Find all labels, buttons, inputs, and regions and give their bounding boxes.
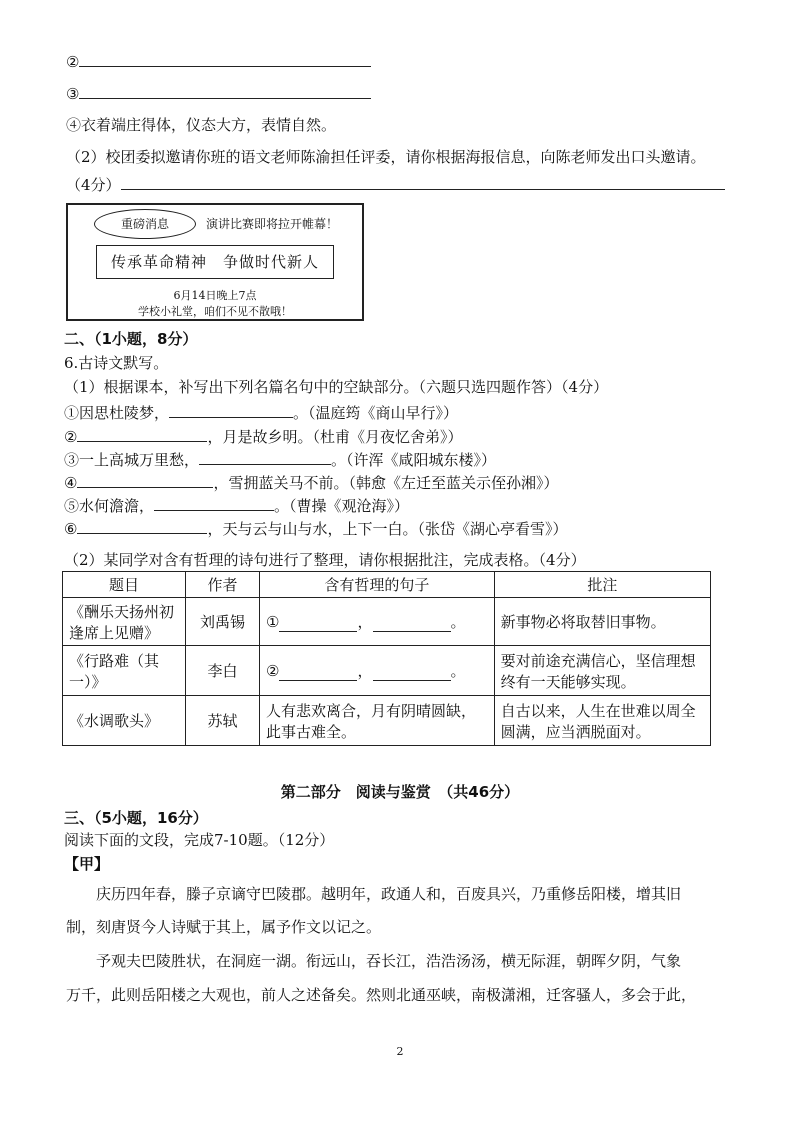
q6-sub1-prompt: （1）根据课本，补写出下列名篇名句中的空缺部分。（六题只选四题作答）（4分）	[64, 378, 609, 396]
recitation-item: ①因思杜陵梦， 。（温庭筠《商山早行》）	[64, 404, 459, 422]
answer-blank[interactable]	[77, 519, 207, 534]
row-author: 刘禹锡	[185, 598, 259, 646]
recitation-item: ⑥ ，天与云与山与水，上下一白。（张岱《湖心亭看雪》）	[64, 520, 568, 538]
answer-blank[interactable]	[279, 662, 357, 681]
row-note: 要对前途充满信心，坚信理想终有一天能够实现。	[494, 646, 710, 696]
passage-line: 予观夫巴陵胜状，在洞庭一湖。衔远山，吞长江，浩浩汤汤，横无际涯，朝晖夕阴，气象	[96, 952, 682, 970]
row-title: 《行路难（其一）》	[63, 646, 186, 696]
reading-instruction: 阅读下面的文段，完成7-10题。（12分）	[64, 831, 335, 849]
answer-blank[interactable]	[154, 496, 274, 511]
row-sentence: ② ， 。	[260, 646, 495, 696]
table-row	[63, 646, 711, 696]
table-row	[63, 696, 711, 746]
answer-blank[interactable]	[199, 450, 331, 465]
row-sentence: ① ， 。	[260, 598, 495, 646]
answer-blank[interactable]	[79, 52, 371, 67]
q5-item-3: ③	[66, 84, 371, 103]
section-2-heading: 二、（1小题，8分）	[64, 330, 198, 348]
row-note: 自古以来，人生在世难以周全圆满，应当洒脱面对。	[494, 696, 710, 746]
answer-blank[interactable]	[279, 613, 357, 632]
passage-line: 制，刻唐贤今人诗赋于其上，属予作文以记之。	[66, 918, 382, 936]
recitation-item: ② ，月是故乡明。（杜甫《月夜忆舍弟》）	[64, 428, 463, 446]
passage-line: 庆历四年春，滕子京谪守巴陵郡。越明年，政通人和，百废具兴，乃重修岳阳楼，增其旧	[96, 885, 682, 903]
answer-blank[interactable]	[169, 403, 293, 418]
q5-sub2-prompt: （2）校团委拟邀请你班的语文老师陈渝担任评委，请你根据海报信息，向陈老师发出口头邀请。	[66, 148, 706, 166]
q6-title: 6.古诗文默写。	[64, 354, 169, 372]
part-2-heading: 第二部分 阅读与鉴赏 （共46分）	[280, 783, 520, 801]
answer-blank[interactable]	[373, 613, 451, 632]
page-number: 2	[396, 1045, 404, 1058]
table-row	[63, 598, 711, 646]
row-author: 李白	[185, 646, 259, 696]
answer-blank[interactable]	[77, 473, 213, 488]
poster-time: 6月14日晚上7点	[173, 289, 257, 302]
col-header-sentence: 含有哲理的句子	[260, 572, 495, 598]
recitation-item: ⑤水何澹澹， 。（曹操《观沧海》）	[64, 497, 410, 515]
q5-item-2: ②	[66, 52, 371, 71]
q5-item-4: ④衣着端庄得体，仪态大方，表情自然。	[66, 116, 337, 134]
answer-blank[interactable]	[77, 427, 207, 442]
passage-line: 万千，此则岳阳楼之大观也，前人之述备矣。然则北通巫峡，南极潇湘，迁客骚人，多会于此，	[66, 986, 697, 1004]
passage-label: 【甲】	[64, 855, 110, 873]
col-header-title: 题目	[63, 572, 186, 598]
recitation-item: ③一上高城万里愁， 。（许浑《咸阳城东楼》）	[64, 451, 497, 469]
q6-sub2-prompt: （2）某同学对含有哲理的诗句进行了整理，请你根据批注，完成表格。（4分）	[64, 551, 586, 569]
answer-blank[interactable]	[373, 662, 451, 681]
col-header-note: 批注	[494, 572, 710, 598]
row-sentence: 人有悲欢离合，月有阴晴圆缺，此事古难全。	[260, 696, 495, 746]
poster-tagline: 演讲比赛即将拉开帷幕！	[206, 217, 339, 231]
section-3-heading: 三、（5小题，16分）	[64, 809, 208, 827]
row-note: 新事物必将取替旧事物。	[494, 598, 710, 646]
q5-sub2-answer: （4分）	[66, 174, 725, 195]
recitation-item: ④ ，雪拥蓝关马不前。（韩愈《左迁至蓝关示侄孙湘》）	[64, 474, 559, 492]
poster-burst: 重磅消息	[94, 209, 196, 239]
row-author: 苏轼	[185, 696, 259, 746]
event-poster	[66, 203, 364, 321]
row-title: 《水调歌头》	[63, 696, 186, 746]
answer-blank[interactable]	[121, 175, 725, 190]
row-title: 《酬乐天扬州初逢席上见赠》	[63, 598, 186, 646]
table-header-row	[63, 572, 711, 598]
answer-blank[interactable]	[79, 84, 371, 99]
philosophy-table	[62, 571, 711, 746]
poster-place: 学校小礼堂，咱们不见不散哦！	[138, 305, 292, 318]
col-header-author: 作者	[185, 572, 259, 598]
poster-slogan: 传承革命精神 争做时代新人	[96, 245, 334, 279]
